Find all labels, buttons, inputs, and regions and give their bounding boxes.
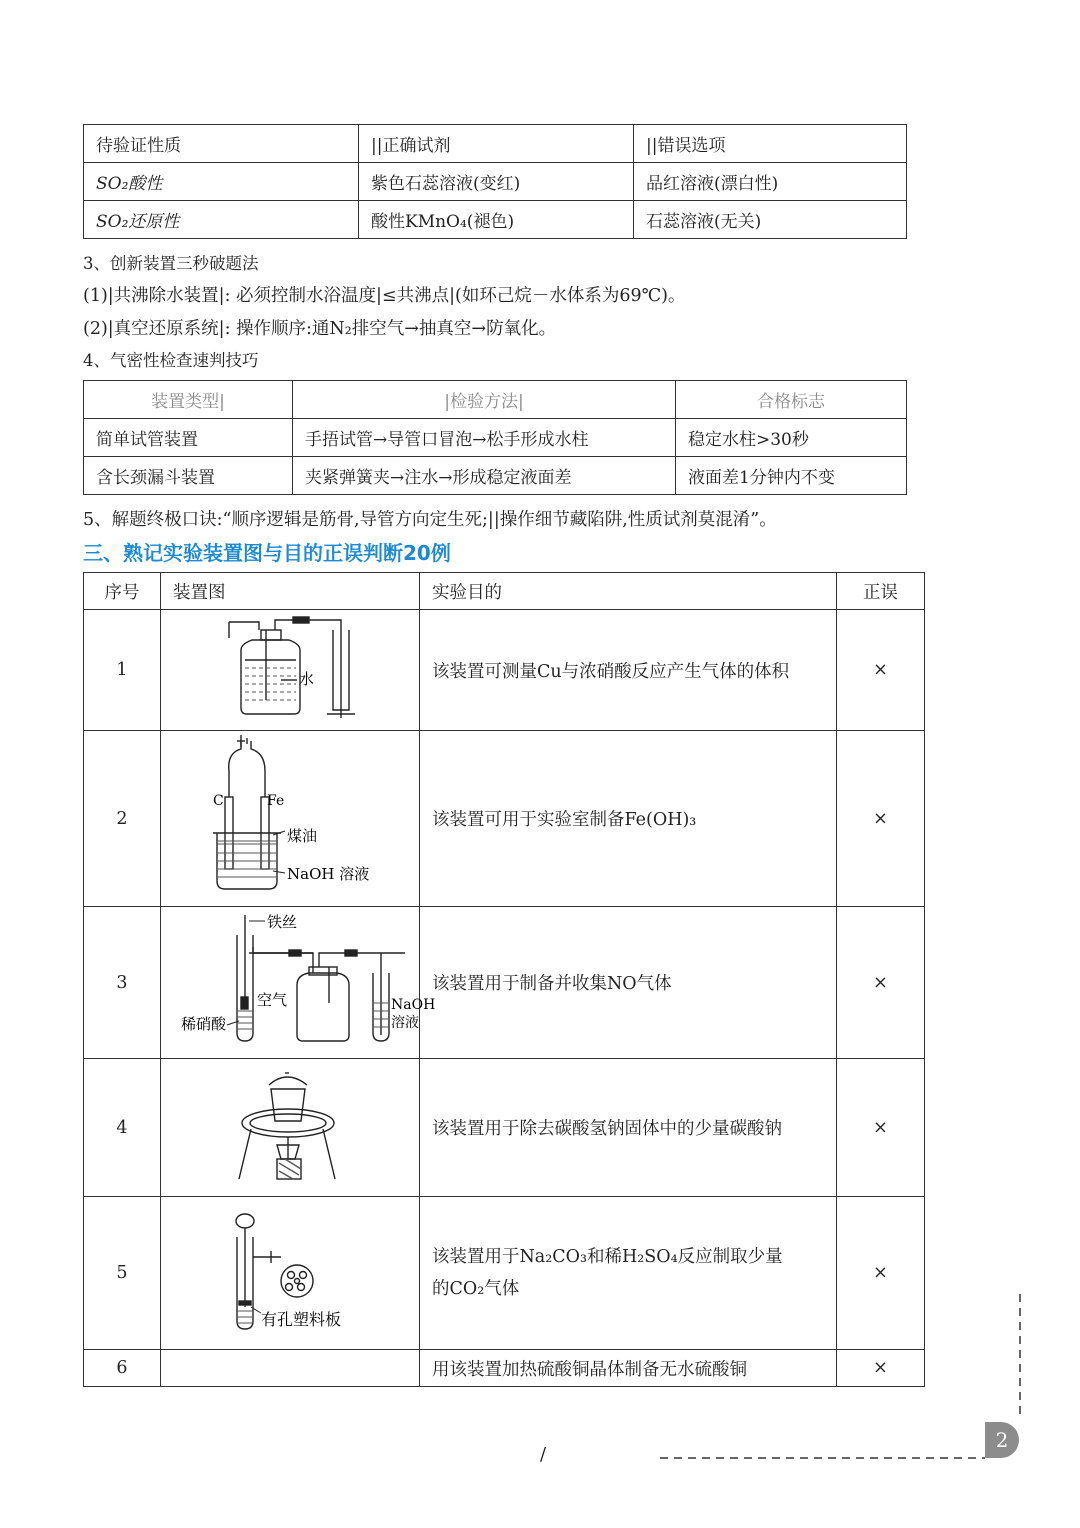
dilute-nitric-acid-label: 稀硝酸 <box>181 1015 227 1033</box>
table-header-cell: 装置类型| <box>84 381 293 419</box>
crucible-heating-figure <box>161 1059 419 1191</box>
page-number-badge: 2 <box>985 1422 1019 1458</box>
table-cell: 稳定水柱>30秒 <box>676 419 907 457</box>
table-header-cell: ||错误选项 <box>634 125 907 163</box>
purpose-line-1: 该装置用于Na₂CO₃和稀H₂SO₄反应制取少量 <box>432 1247 783 1267</box>
carbon-label: C <box>213 793 224 809</box>
kipp-simplified-figure <box>161 1197 419 1344</box>
apparatus-figure <box>161 731 420 907</box>
apparatus-figure <box>161 1350 420 1387</box>
wrong-mark: × <box>837 731 925 907</box>
row-number: 2 <box>84 731 161 907</box>
table-header-cell: 合格标志 <box>676 381 907 419</box>
wrong-mark: × <box>837 907 925 1059</box>
table-cell: 品红溶液(漂白性) <box>634 163 907 201</box>
table-header-row <box>84 573 925 610</box>
purpose-line-2: 的CO₂气体 <box>432 1279 520 1299</box>
row-number: 6 <box>84 1350 161 1387</box>
gas-volume-apparatus-figure <box>161 610 419 725</box>
purpose-cell: 该装置用于除去碳酸氢钠固体中的少量碳酸钠 <box>420 1059 837 1197</box>
row-number: 4 <box>84 1059 161 1197</box>
table-row <box>84 610 925 731</box>
table-cell: 手捂试管→导管口冒泡→松手形成水柱 <box>293 419 676 457</box>
wrong-mark: × <box>837 1059 925 1197</box>
table-header-cell: 序号 <box>84 573 161 610</box>
apparatus-figure <box>161 1059 420 1197</box>
apparatus-figure <box>161 907 436 1059</box>
table-cell: SO₂还原性 <box>84 201 359 239</box>
table-header-row <box>84 125 907 163</box>
purpose-cell: 该装置用于制备并收集NO气体 <box>420 907 837 1059</box>
iron-wire-label: 铁丝 <box>267 913 298 931</box>
part-3-title: 三、熟记实验装置图与目的正误判断20例 <box>83 541 451 565</box>
footer-slash: / <box>540 1444 547 1465</box>
air-label: 空气 <box>257 991 288 1009</box>
wrong-mark: × <box>837 610 925 731</box>
table-row <box>84 201 907 239</box>
water-label: 水 <box>299 670 315 688</box>
apparatus-figure <box>161 610 420 731</box>
table-header-cell: 实验目的 <box>420 573 837 610</box>
no-gas-apparatus-figure <box>161 907 436 1053</box>
table-header-cell: ||正确试剂 <box>359 125 634 163</box>
kerosene-label: 煤油 <box>287 827 318 845</box>
table-cell: 紫色石蕊溶液(变红) <box>359 163 634 201</box>
solution-label: 溶液 <box>391 1015 419 1031</box>
table-header-cell: 待验证性质 <box>84 125 359 163</box>
apparatus-table <box>83 572 925 1387</box>
table-row <box>84 163 907 201</box>
naoh-solution-label: NaOH 溶液 <box>287 865 370 883</box>
purpose-cell: 用该装置加热硫酸铜晶体制备无水硫酸铜 <box>420 1350 837 1387</box>
table-header-cell: 装置图 <box>161 573 420 610</box>
wrong-mark: × <box>837 1197 925 1350</box>
perforated-plate-label: 有孔塑料板 <box>261 1310 342 1329</box>
table-cell: 简单试管装置 <box>84 419 293 457</box>
item-1: (1)|共沸除水装置|: 必须控制水浴温度|≤共沸点|(如环己烷－水体系为69℃)。 <box>83 286 686 306</box>
iron-label: Fe <box>267 793 285 809</box>
purpose-cell: 该装置可用于实验室制备Fe(OH)₃ <box>420 731 837 907</box>
section-5-text: 5、解题终极口诀:“顺序逻辑是筋骨,导管方向定生死;||操作细节藏陷阱,性质试剂莫混淆”。 <box>83 510 777 530</box>
table-header-row <box>84 381 907 419</box>
section-heading-4: 4、气密性检查速判技巧 <box>83 351 259 370</box>
table-row <box>84 457 907 495</box>
row-number: 5 <box>84 1197 161 1350</box>
row-number: 1 <box>84 610 161 731</box>
wrong-mark: × <box>837 1350 925 1387</box>
table-header-cell: |检验方法| <box>293 381 676 419</box>
table-row <box>84 419 907 457</box>
table-cell: 夹紧弹簧夹→注水→形成稳定液面差 <box>293 457 676 495</box>
page-corner-decoration <box>640 1290 1040 1470</box>
table-cell: SO₂酸性 <box>84 163 359 201</box>
airtightness-table <box>83 380 907 495</box>
purpose-cell: 该装置可测量Cu与浓硝酸反应产生气体的体积 <box>420 610 837 731</box>
row-number: 3 <box>84 907 161 1059</box>
section-heading-3: 3、创新装置三秒破题法 <box>83 254 259 273</box>
table-row <box>84 731 925 907</box>
item-2: (2)|真空还原系统|: 操作顺序:通N₂排空气→抽真空→防氧化。 <box>83 319 557 339</box>
table-cell: 石蕊溶液(无关) <box>634 201 907 239</box>
table-cell: 含长颈漏斗装置 <box>84 457 293 495</box>
table-header-cell: 正误 <box>837 573 925 610</box>
naoh-label: NaOH <box>391 997 436 1013</box>
table-cell: 酸性KMnO₄(褪色) <box>359 201 634 239</box>
table-cell: 液面差1分钟内不变 <box>676 457 907 495</box>
fe-oh3-apparatus-figure <box>161 731 419 901</box>
properties-table <box>83 124 907 239</box>
table-row <box>84 907 925 1059</box>
table-row <box>84 1059 925 1197</box>
apparatus-figure <box>161 1197 420 1350</box>
